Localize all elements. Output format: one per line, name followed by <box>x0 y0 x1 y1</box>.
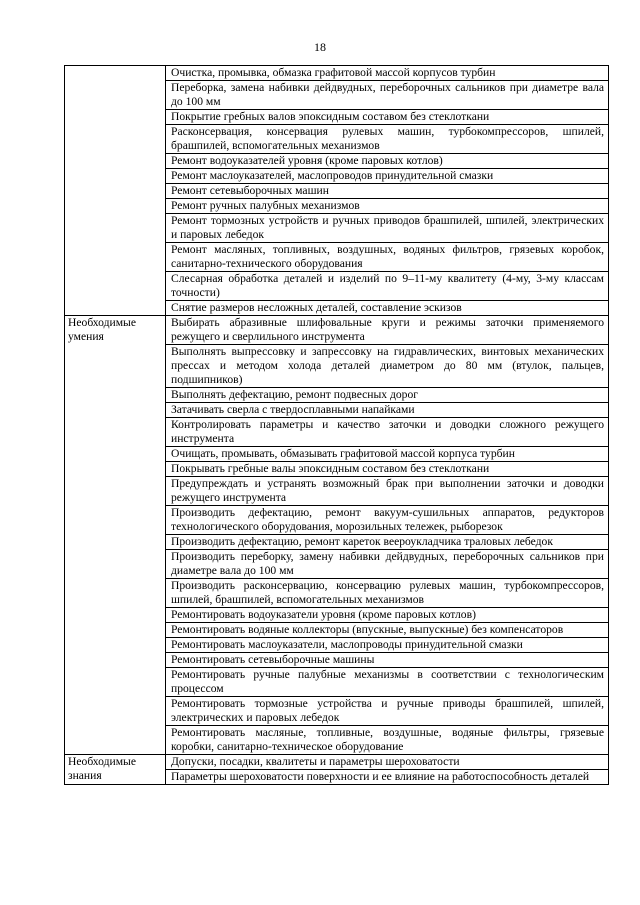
actions-item: Ремонт ручных палубных механизмов <box>166 199 609 214</box>
actions-item: Ремонт тормозных устройств и ручных приводов брашпилей, шпилей, электрических и паровых лебедок <box>166 214 609 243</box>
skills-item: Производить переборку, замену набивки дейдвудных, переборочных сальников при диаметре вала до 100 мм <box>166 550 609 579</box>
skills-item: Ремонтировать сетевыборочные машины <box>166 653 609 668</box>
actions-item: Ремонт водоуказателей уровня (кроме паровых котлов) <box>166 154 609 169</box>
skills-item: Производить расконсервацию, консервацию рулевых машин, турбокомпрессоров, шпилей, брашпилей, вспомогательных механизмов <box>166 579 609 608</box>
skills-item: Производить дефектацию, ремонт вакуум-сушильных аппаратов, редукторов технологического оборудования, морозильных тележек, рыборезок <box>166 506 609 535</box>
skills-item: Выполнять выпрессовку и запрессовку на гидравлических, винтовых механических прессах и методом холода деталей диаметром до 80 мм (втулок, пальцев, подшипников) <box>166 345 609 388</box>
page-number: 18 <box>314 40 326 54</box>
skills-item: Ремонтировать водяные коллекторы (впускные, выпускные) без компенсаторов <box>166 623 609 638</box>
actions-item: Ремонт маслоуказателей, маслопроводов принудительной смазки <box>166 169 609 184</box>
actions-item: Покрытие гребных валов эпоксидным составом без стеклоткани <box>166 110 609 125</box>
actions-item: Снятие размеров несложных деталей, составление эскизов <box>166 301 609 316</box>
skills-item: Ремонтировать ручные палубные механизмы в соответствии с технологическим процессом <box>166 668 609 697</box>
actions-item: Слесарная обработка деталей и изделий по 9–11-му квалитету (4-му, 3-му классам точности) <box>166 272 609 301</box>
actions-item: Переборка, замена набивки дейдвудных, переборочных сальников при диаметре вала до 100 мм <box>166 81 609 110</box>
requirements-table <box>64 65 609 785</box>
skills-item: Покрывать гребные валы эпоксидным составом без стеклоткани <box>166 462 609 477</box>
skills-item: Производить дефектацию, ремонт кареток веероукладчика траловых лебедок <box>166 535 609 550</box>
knowledge-item: Допуски, посадки, квалитеты и параметры шероховатости <box>166 755 609 770</box>
actions-item: Очистка, промывка, обмазка графитовой массой корпусов турбин <box>166 66 609 81</box>
knowledge-row <box>65 755 609 770</box>
skills-item: Ремонтировать маслоуказатели, маслопроводы принудительной смазки <box>166 638 609 653</box>
actions-item: Ремонт сетевыборочных машин <box>166 184 609 199</box>
skills-item: Выполнять дефектацию, ремонт подвесных дорог <box>166 388 609 403</box>
skills-item: Затачивать сверла с твердосплавными напайками <box>166 403 609 418</box>
knowledge-label: Необходимые знания <box>65 755 166 785</box>
skills-item: Очищать, промывать, обмазывать графитовой массой корпуса турбин <box>166 447 609 462</box>
skills-item: Ремонтировать масляные, топливные, воздушные, водяные фильтры, грязевые коробки, санитарно-техническое оборудование <box>166 726 609 755</box>
knowledge-item: Параметры шероховатости поверхности и ее влияние на работоспособность деталей <box>166 770 609 785</box>
skills-item: Контролировать параметры и качество заточки и доводки сложного режущего инструмента <box>166 418 609 447</box>
skills-item: Ремонтировать тормозные устройства и ручные приводы брашпилей, шпилей, электрических и паровых лебедок <box>166 697 609 726</box>
skills-item: Выбирать абразивные шлифовальные круги и режимы заточки применяемого режущего и сверлильного инструмента <box>166 316 609 345</box>
actions-label <box>65 66 166 316</box>
actions-item: Ремонт масляных, топливных, воздушных, водяных фильтров, грязевых коробок, санитарно-технического оборудования <box>166 243 609 272</box>
skills-item: Предупреждать и устранять возможный брак при выполнении заточки и доводки режущего инструмента <box>166 477 609 506</box>
skills-row <box>65 316 609 345</box>
actions-row <box>65 66 609 81</box>
actions-item: Расконсервация, консервация рулевых машин, турбокомпрессоров, шпилей, брашпилей, вспомогательных механизмов <box>166 125 609 154</box>
skills-label: Необходимые умения <box>65 316 166 755</box>
skills-item: Ремонтировать водоуказатели уровня (кроме паровых котлов) <box>166 608 609 623</box>
